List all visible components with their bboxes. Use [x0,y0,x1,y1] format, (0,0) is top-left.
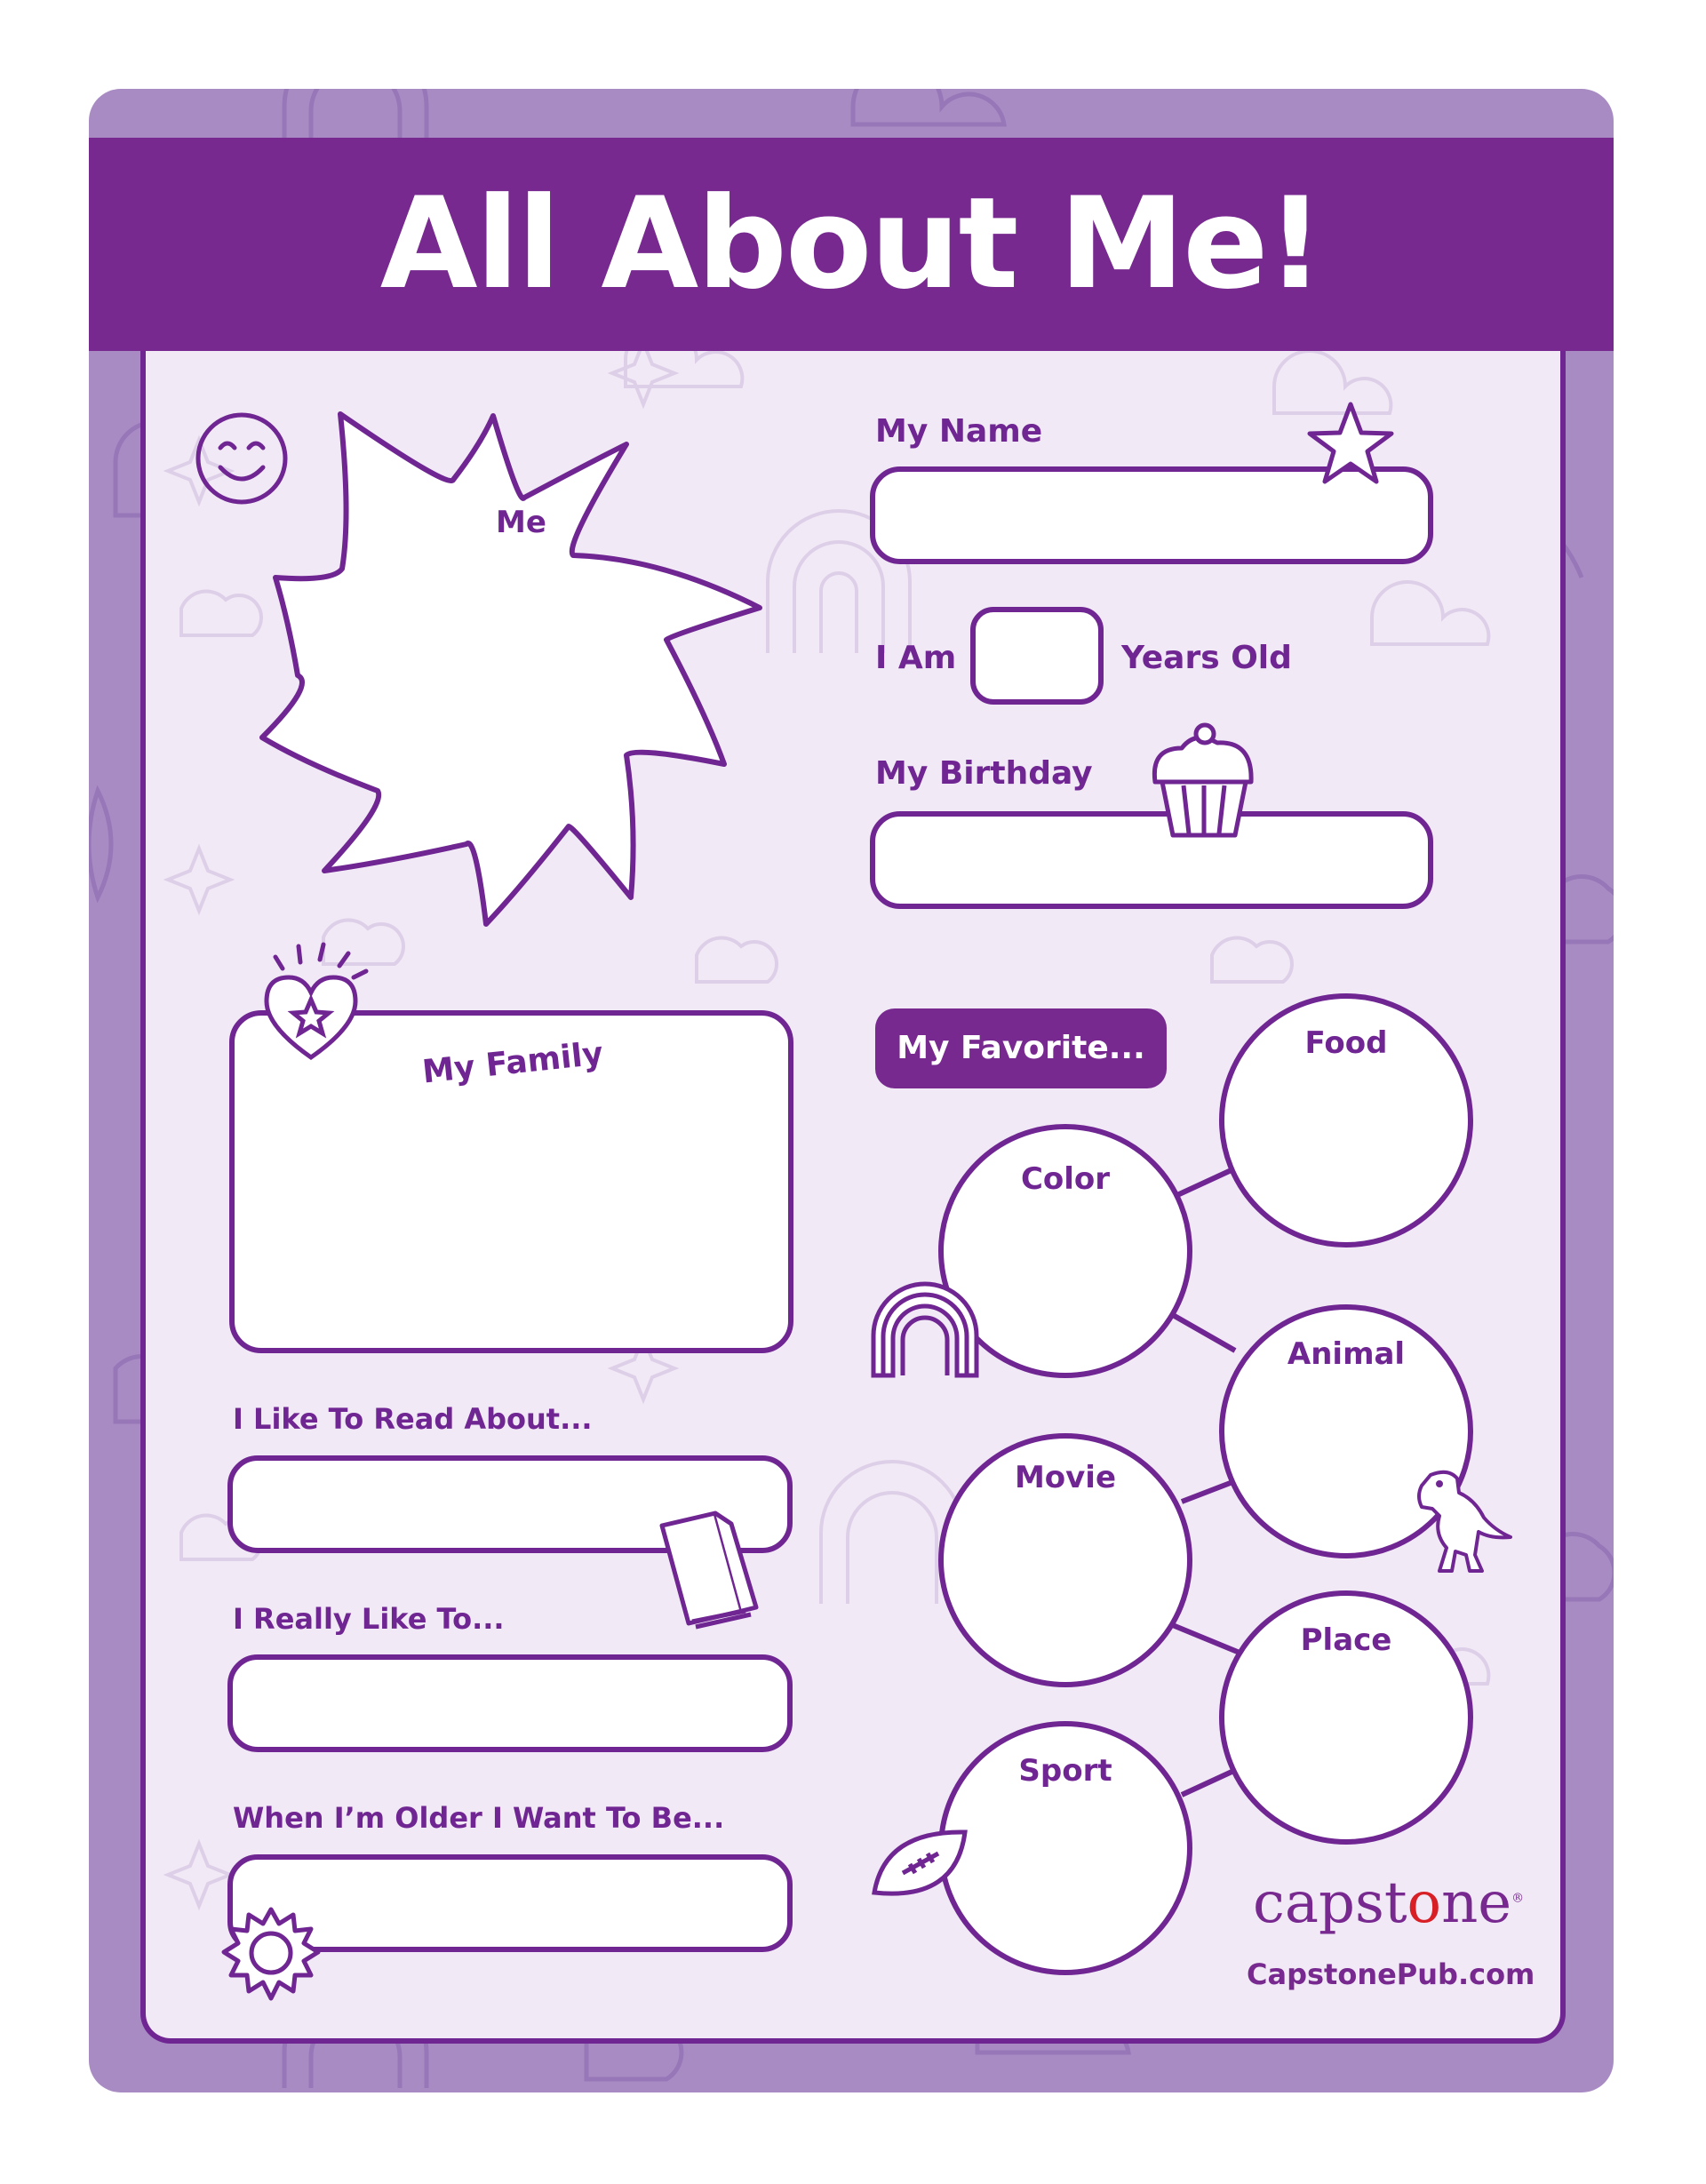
me-label: Me [496,505,546,540]
dinosaur-icon [1413,1466,1515,1577]
when-older-label: When I’m Older I Want To Be... [233,1801,725,1835]
favorite-food-circle[interactable] [1219,993,1473,1247]
my-name-label: My Name [875,413,1043,450]
my-birthday-label: My Birthday [875,755,1093,792]
capstone-logo-text-end: ne [1441,1870,1512,1936]
rainbow-icon [869,1278,985,1384]
favorite-movie-label: Movie [1014,1460,1117,1495]
years-old-label: Years Old [1121,640,1292,676]
website-link[interactable]: CapstonePub.com [1247,1957,1535,1991]
football-icon [867,1821,974,1910]
my-favorite-heading: My Favorite... [875,1008,1167,1088]
favorite-place-label: Place [1300,1622,1392,1658]
really-like-label: I Really Like To... [233,1602,505,1636]
favorite-color-label: Color [1020,1161,1111,1197]
read-about-label: I Like To Read About... [233,1402,593,1436]
favorite-movie-circle[interactable] [938,1433,1192,1687]
favorite-sport-circle[interactable] [938,1721,1192,1975]
favorite-place-circle[interactable] [1219,1590,1473,1845]
favorite-animal-label: Animal [1287,1336,1406,1372]
i-am-label: I Am [875,640,957,676]
capstone-logo-text-start: capst [1253,1870,1407,1936]
capstone-logo-accent: o [1407,1870,1442,1936]
page-title: All About Me! [379,171,1323,317]
capstone-logo: capstone® [1253,1870,1525,1936]
favorite-sport-label: Sport [1018,1753,1112,1789]
favorite-food-label: Food [1304,1025,1388,1061]
my-family-label: My Family [420,1035,605,1091]
